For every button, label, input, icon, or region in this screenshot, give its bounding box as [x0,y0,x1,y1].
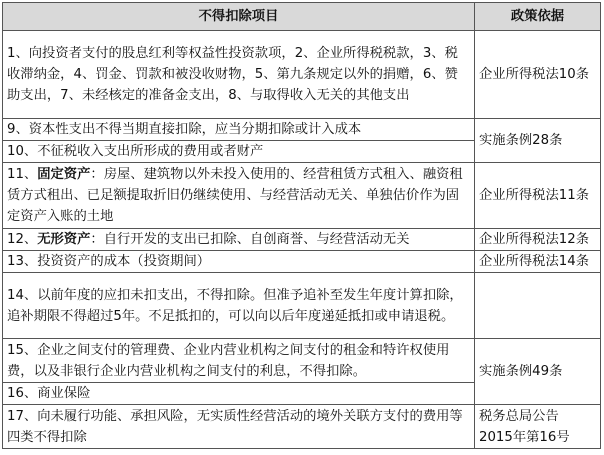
row-item-keyword: 无形资产 [37,232,91,247]
row-basis [475,405,601,449]
row-item: 14、以前年度的应扣未扣支出，不得扣除。但准予追补至发生年度计算扣除，追补期限不得超过5年。不足抵扣的，可以向以后年度递延抵扣或申请退税。 [3,273,475,339]
row-basis: 实施条例28条 [475,119,601,163]
row-basis: 企业所得税法12条 [475,229,601,251]
row-basis-line2: 2015年第16号 [479,429,570,445]
table-row [3,31,601,119]
table-row [3,273,601,339]
header-basis: 政策依据 [475,3,601,31]
table-row [3,119,601,141]
row-item-keyword: 固定资产 [37,167,91,182]
row-item [3,163,475,229]
row-item: 1、向投资者支付的股息红利等权益性投资款项，2、企业所得税税款，3、税收滞纳金，4、罚金、罚款和被没收财物，5、第九条规定以外的捐赠，6、赞助支出，7、未经核定的准备金支出，8、与取得收入无关的其他支出 [3,31,475,119]
row-item: 10、不征税收入支出所形成的费用或者财产 [3,141,475,163]
row-basis: 企业所得税法11条 [475,163,601,229]
row-basis-line1: 税务总局公告 [479,408,559,424]
table-row [3,405,601,449]
table-row [3,163,601,229]
row-item-prefix: 12、 [7,232,38,247]
row-basis: 企业所得税法14条 [475,251,601,273]
table-row [3,229,601,251]
row-item-text: ：自行开发的支出已扣除、自创商誉、与经营活动无关 [90,232,410,247]
row-item: 9、资本性支出不得当期直接扣除，应当分期扣除或计入成本 [3,119,475,141]
row-basis: 企业所得税法10条 [475,31,601,119]
table-row [3,251,601,273]
header-items: 不得扣除项目 [3,3,475,31]
deduction-table [2,2,601,449]
row-item: 13、投资资产的成本（投资期间） [3,251,475,273]
row-item: 15、企业之间支付的管理费、企业内营业机构之间支付的租金和特许权使用费，以及非银行企业内营业机构之间支付的利息，不得扣除。 [3,339,475,383]
row-item [3,229,475,251]
row-item-text: ：房屋、建筑物以外未投入使用的、经营租赁方式租入、融资租赁方式租出、已足额提取折旧仍继续使用、与经营活动无关、单独估价作为固定资产入账的土地 [7,167,463,224]
table-row [3,339,601,383]
row-item: 17、向未履行功能、承担风险，无实质性经营活动的境外关联方支付的费用等四类不得扣除 [3,405,475,449]
row-basis-empty [475,273,601,339]
row-item-prefix: 11、 [7,167,38,182]
row-basis: 实施条例49条 [475,339,601,405]
table-header-row [3,3,601,31]
row-item: 16、商业保险 [3,383,475,405]
